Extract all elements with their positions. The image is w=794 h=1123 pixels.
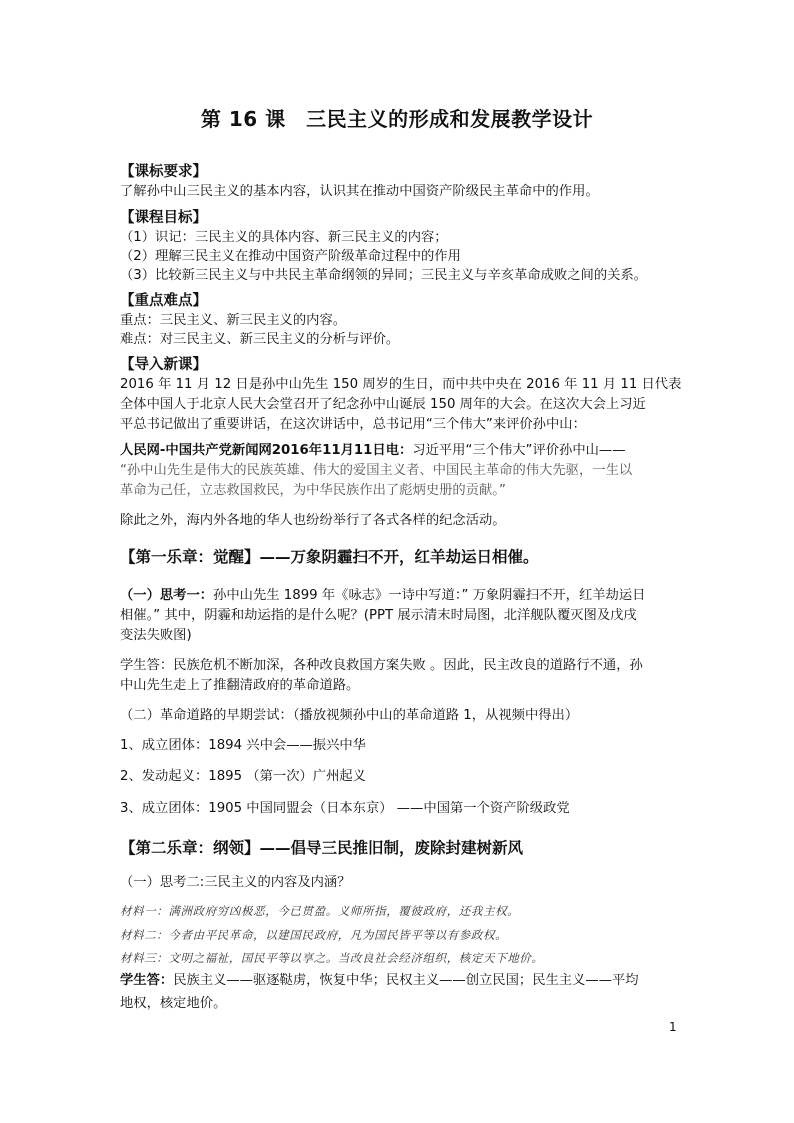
daoru-line: 全体中国人于北京人民大会堂召开了纪念孙中山诞辰 150 周年的大会。在这次大会上习近 (120, 397, 646, 412)
mubiao-item: （3）比较新三民主义与中共民主革命纲领的异同；三民主义与辛亥革命成败之间的关系。 (120, 268, 648, 283)
mubiao-item: （1）识记：三民主义的具体内容、新三民主义的内容； (120, 230, 448, 245)
mubiao-item: （2）理解三民主义在推动中国资产阶级革命过程中的作用 (120, 249, 461, 264)
chapter2-answer-line: 地权，核定地价。 (120, 996, 227, 1011)
news-source: 人民网-中国共产党新闻网2016年11月11日电： (120, 443, 413, 458)
mubiao-heading: 【课程目标】 (120, 210, 207, 226)
chapter2-answer: 学生答：民族主义——驱逐鞑虏，恢复中华；民权主义——创立民国；民生主义——平均 (120, 973, 639, 988)
chapter1-q1-line: 相催。” 其中，阴霾和劫运指的是什么呢？(PPT 展示清末时局图，北洋舰队覆灭图及戊戌 (120, 608, 637, 623)
chapter2-heading: 【第二乐章：纲领】——倡导三民推旧制，废除封建树新风 (120, 839, 524, 857)
daoru-after: 除此之外，海内外各地的华人也纷纷举行了各式各样的纪念活动。 (120, 513, 506, 528)
chapter1-item: 2、发动起义：1895 （第一次）广州起义 (120, 769, 366, 784)
kebiao-text: 了解孙中山三民主义的基本内容，认识其在推动中国资产阶级民主革命中的作用。 (120, 184, 599, 199)
chapter2-q1: （一）思考二:三民主义的内容及内涵？ (120, 875, 351, 890)
answer-label: 学生答： (120, 973, 174, 988)
chapter1-item: 3、成立团体：1905 中国同盟会（日本东京） ——中国第一个资产阶级政党 (120, 801, 570, 816)
nandian-heading: 【重点难点】 (120, 293, 207, 309)
q1-label: （一）思考一： (120, 588, 214, 603)
daoru-line: 平总书记做出了重要讲话，在这次讲话中，总书记用“三个伟大”来评价孙中山： (120, 417, 586, 432)
page-title: 第 16 课 三民主义的形成和发展教学设计 (200, 107, 594, 131)
daoru-heading: 【导入新课】 (120, 357, 207, 373)
nandian-item: 重点：三民主义、新三民主义的内容。 (120, 313, 347, 328)
chapter1-item: 1、成立团体：1894 兴中会——振兴中华 (120, 738, 366, 753)
daoru-line: 2016 年 11 月 12 日是孙中山先生 150 周岁的生日，而中共中央在 2016 年 11 月 11 日代表 (120, 377, 682, 392)
chapter1-q1-line: 变法失败图) (120, 628, 192, 643)
kebiao-heading: 【课标要求】 (120, 164, 207, 180)
page-number: 1 (669, 1020, 677, 1034)
chapter1-answer: 中山先生走上了推翻清政府的革命道路。 (120, 678, 360, 693)
chapter1-q1-line: （一）思考一：孙中山先生 1899 年《咏志》一诗中写道：” 万象阴霾扫不开，红羊劫运日 (120, 588, 646, 603)
material-item: 材料三：文明之福祉，国民平等以享之。当改良社会经济组织，核定天下地价。 (120, 951, 544, 965)
news-headline: 习近平用“三个伟大”评价孙中山—— (412, 443, 626, 458)
nandian-item: 难点：对三民主义、新三民主义的分析与评价。 (120, 332, 400, 347)
material-item: 材料二：今者由平民革命，以建国民政府，凡为国民皆平等以有参政权。 (120, 928, 508, 942)
material-item: 材料一：满洲政府穷凶极恶，今已贯盈。义师所指，覆彼政府，还我主权。 (120, 904, 520, 918)
news-quote: 革命为己任，立志救国救民，为中华民族作出了彪炳史册的贡献。” (120, 483, 506, 498)
news-quote: “孙中山先生是伟大的民族英雄、伟大的爱国主义者、中国民主革命的伟大先驱，一生以 (120, 463, 633, 478)
news-line (120, 441, 626, 461)
chapter1-heading: 【第一乐章：觉醒】——万象阴霾扫不开，红羊劫运日相催。 (120, 548, 539, 566)
chapter1-q2: （二）革命道路的早期尝试：（播放视频孙中山的革命道路 1，从视频中得出） (120, 708, 579, 723)
chapter1-answer: 学生答：民族危机不断加深，各种改良救国方案失败 。因此，民主改良的道路行不通，孙 (120, 658, 643, 673)
